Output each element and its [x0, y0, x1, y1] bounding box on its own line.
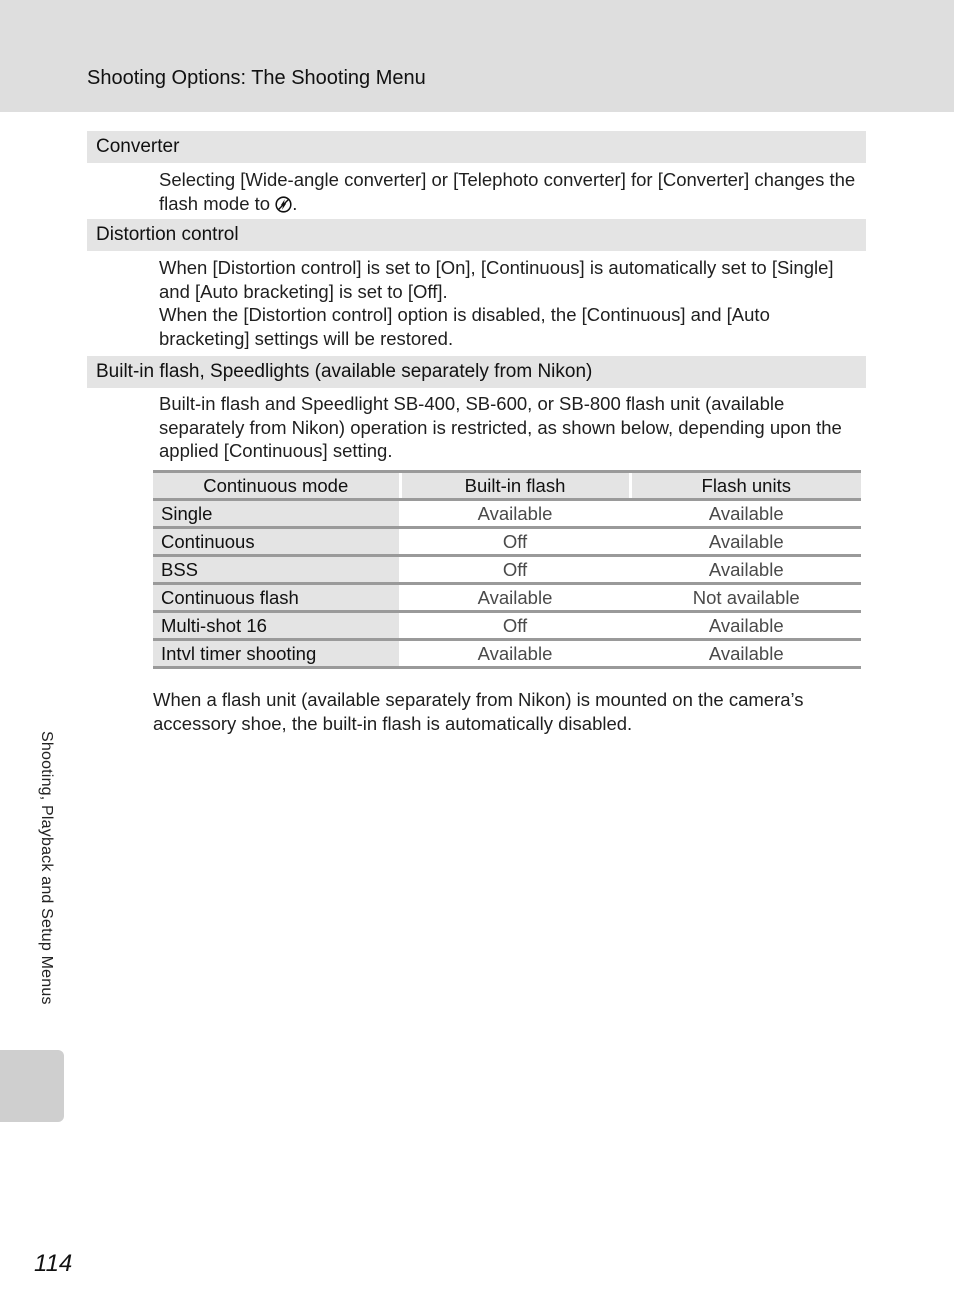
table-row [153, 584, 861, 612]
table-cell: Available [630, 500, 861, 528]
table-row [153, 612, 861, 640]
page-header-title: Shooting Options: The Shooting Menu [87, 67, 426, 89]
chapter-side-label: Shooting, Playback and Setup Menus [38, 731, 55, 1005]
converter-text-before: Selecting [Wide-angle converter] or [Telephoto converter] for [Converter] changes the flash mode to [159, 169, 856, 214]
row-label: Intvl timer shooting [153, 640, 400, 668]
page-number: 114 [34, 1250, 73, 1277]
table-cell: Available [630, 640, 861, 668]
table-cell: Available [400, 584, 630, 612]
row-label: Multi-shot 16 [153, 612, 400, 640]
converter-text-after: . [292, 192, 298, 214]
column-header: Built-in flash [400, 472, 630, 500]
header-band [0, 0, 954, 112]
table-row [153, 556, 861, 584]
distortion-para-2: When the [Distortion control] option is disabled, the [Continuous] and [Auto bracketing] settings will be restored. [159, 304, 770, 349]
flash-note: When a flash unit (available separately from Nikon) is mounted on the camera’s accessory shoe, the built-in flash is automatically disabled. [153, 689, 804, 734]
table-cell: Not available [630, 584, 861, 612]
row-label: BSS [153, 556, 400, 584]
table-row [153, 500, 861, 528]
table-cell: Available [630, 612, 861, 640]
table-row [153, 640, 861, 668]
column-header: Continuous mode [153, 472, 400, 500]
table-row [153, 528, 861, 556]
flash-off-icon [275, 196, 292, 213]
flash-availability-table [153, 470, 861, 669]
row-label: Continuous [153, 528, 400, 556]
table-cell: Off [400, 556, 630, 584]
table-header-row [153, 472, 861, 500]
table-cell: Available [400, 640, 630, 668]
distortion-para-1: When [Distortion control] is set to [On], [Continuous] is automatically set to [Single] and [Auto bracketing] is set to [Off]. [159, 257, 834, 302]
table-cell: Available [630, 556, 861, 584]
table-cell: Available [400, 500, 630, 528]
converter-text [159, 168, 859, 215]
section-heading-distortion: Distortion control [87, 219, 866, 251]
row-label: Single [153, 500, 400, 528]
table-cell: Off [400, 528, 630, 556]
table-cell: Available [630, 528, 861, 556]
chapter-tab [0, 1050, 64, 1122]
section-heading-flash: Built-in flash, Speedlights (available separately from Nikon) [87, 356, 866, 388]
section-heading-converter: Converter [87, 131, 866, 163]
row-label: Continuous flash [153, 584, 400, 612]
column-header: Flash units [630, 472, 861, 500]
table-cell: Off [400, 612, 630, 640]
flash-intro: Built-in flash and Speedlight SB-400, SB-600, or SB-800 flash unit (available separately from Nikon) operation is restricted, as shown below, depending upon the applied [Continuous] setting. [159, 393, 842, 462]
